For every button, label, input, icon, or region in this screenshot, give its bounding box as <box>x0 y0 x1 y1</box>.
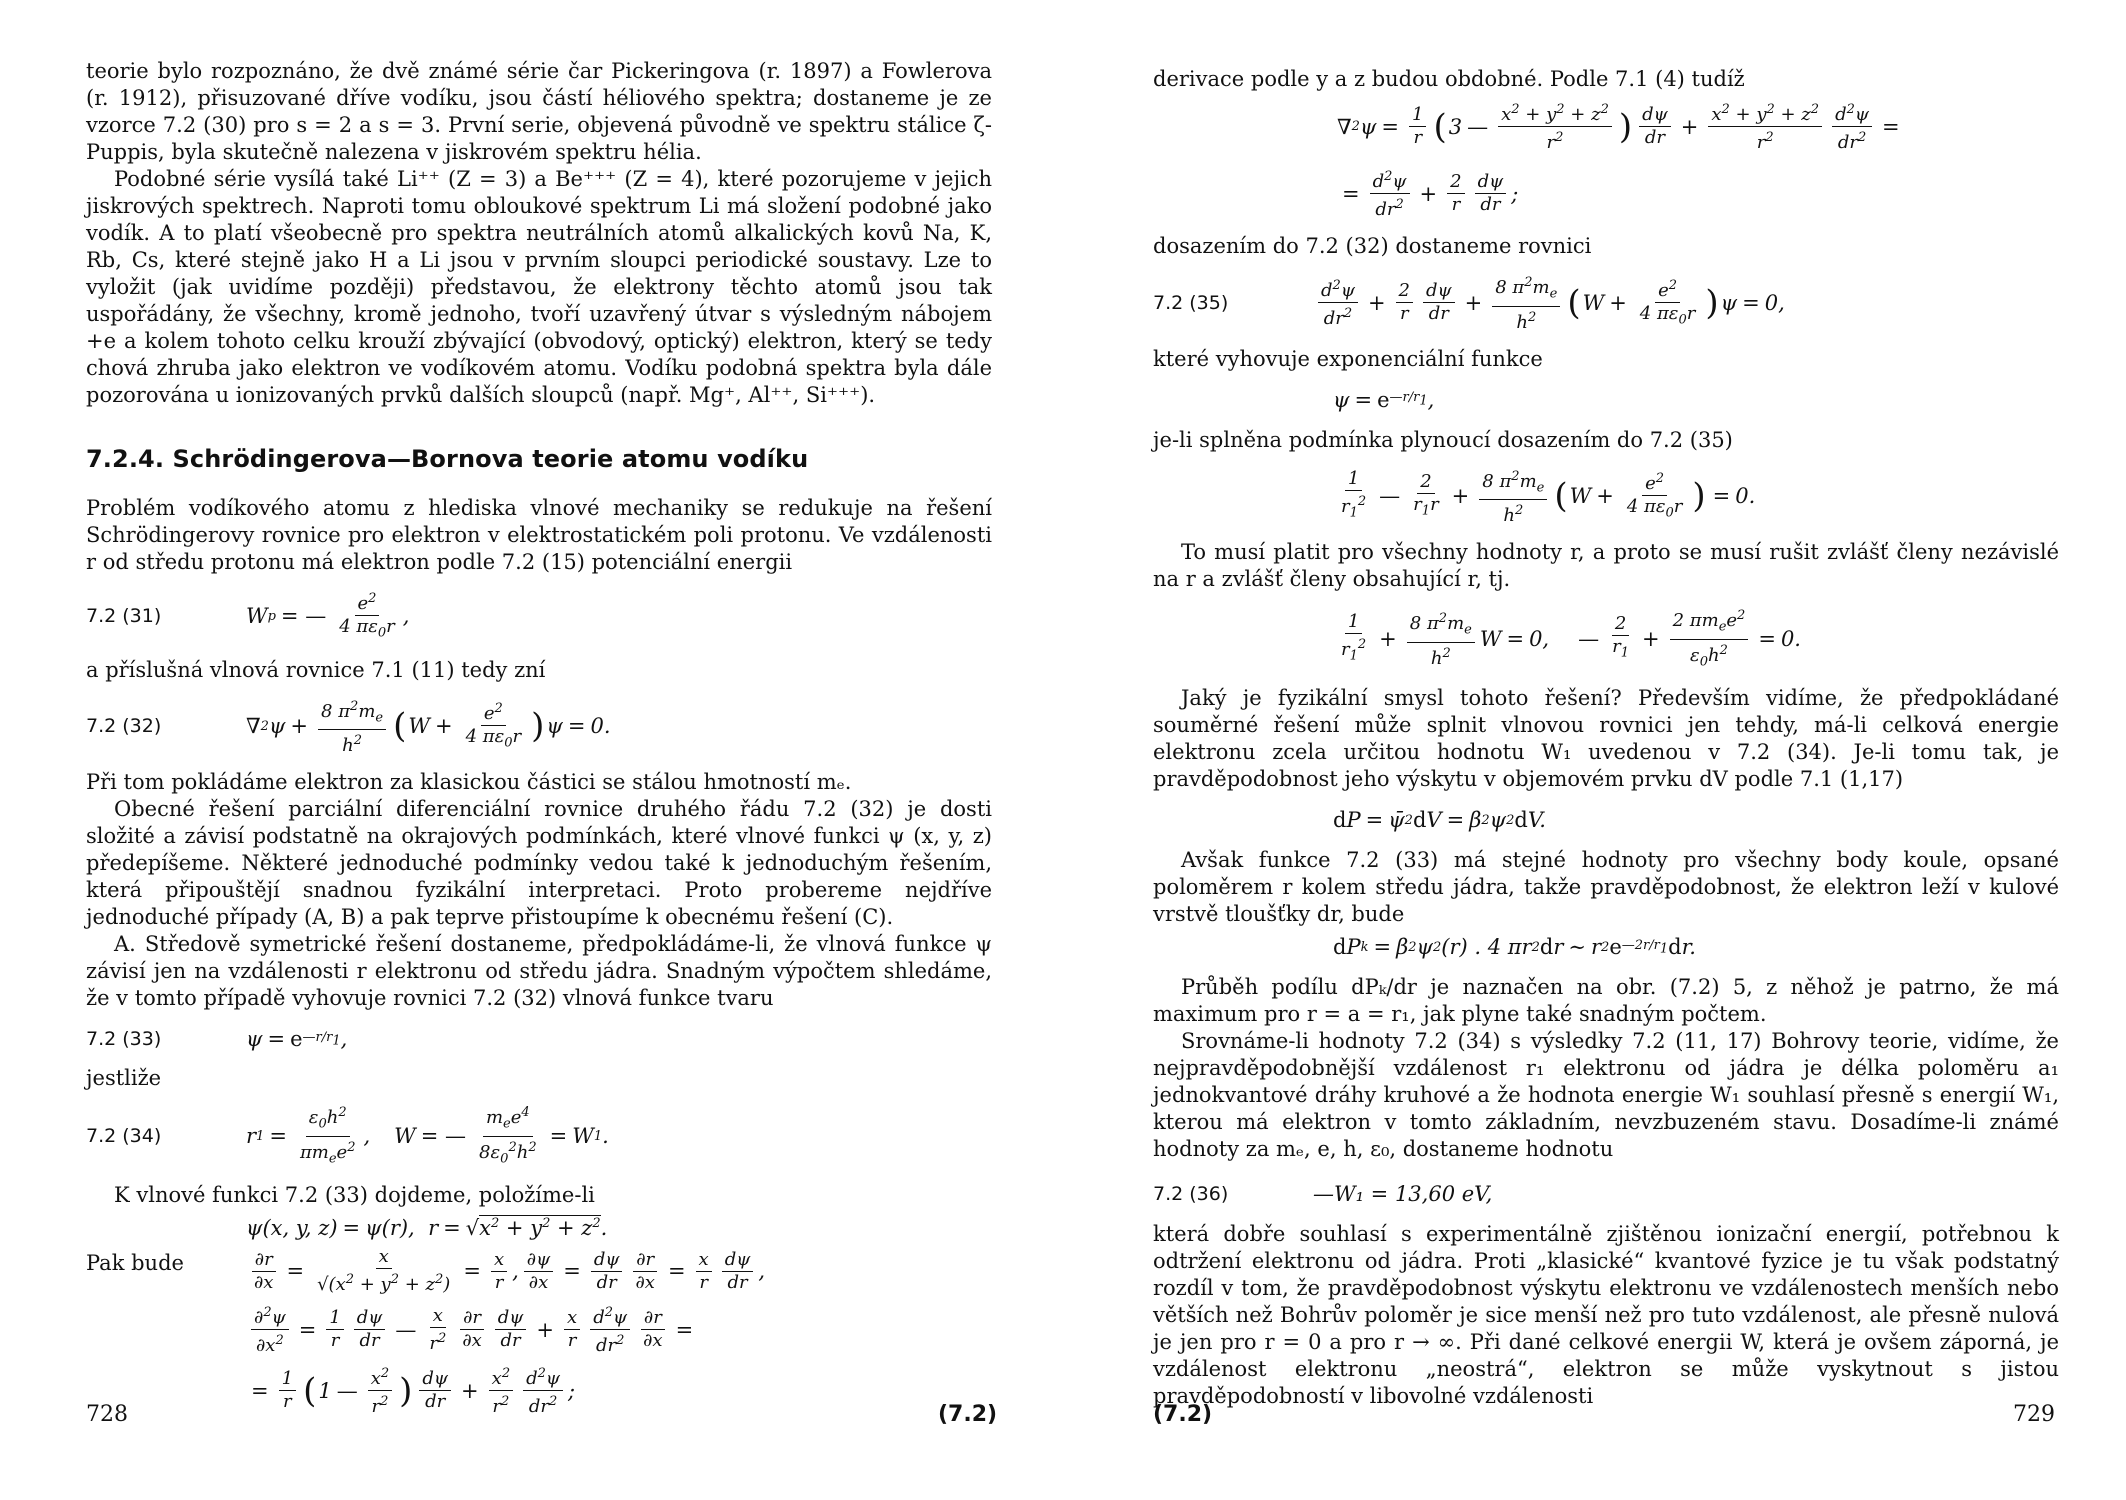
label-jestlize: jestliže <box>86 1066 162 1091</box>
equation-body: r 1 = $\frac{\varepsilon_0h^2}{\pi m_ee^2}$ , W = — $\frac{m_ee^4}{8\varepsilon_0^2h^2}$ = W 1 . <box>246 1102 609 1170</box>
running-reference: (7.2) <box>1153 1402 1213 1427</box>
equation-7-2-32 <box>86 696 992 758</box>
text-derivatives-similar: derivace podle y a z budou obdobné. Podle 7.1 (4) tudíž <box>1153 67 1745 91</box>
equation-7-2-31 <box>86 588 992 645</box>
equation-body: = $\frac{d^2\psi}{dr^2}$ + $\frac{2}{r}$ $\frac{d\psi}{dr}$ ; <box>1337 166 1518 221</box>
equation-body: d P = ψ̄ 2 d V = β 2 ψ 2 d V. <box>1333 808 1546 833</box>
text-substitution: dosazením do 7.2 (32) dostaneme rovnici <box>1153 234 1592 258</box>
equation-laplacian <box>1337 99 2059 154</box>
equation-shell-probability <box>1333 932 2059 962</box>
equation-number: 7.2 (33) <box>86 1028 162 1051</box>
psi-definition: ψ(x, y, z) = ψ(r), r = √ $x^2 + y^2 + z^2$ . <box>246 1215 608 1241</box>
equation-number: 7.2 (31) <box>86 605 162 628</box>
equation-body: $\frac{1}{r_1^2}$ — $\frac{2}{r_1r}$ + $\frac{8 \pi^2m_e}{h^2}$ ( W + $\frac{e^2}{4 \pi\varepsilon_0r}$ ) = 0. <box>1333 466 1755 528</box>
pak-bude-text: Pak bude <box>86 1251 184 1276</box>
paragraph-classical-particle: Při tom pokládáme elektron za klasickou částici se stálou hmotností mₑ. <box>86 770 852 795</box>
equation-7-2-36 <box>1153 1179 2059 1209</box>
label-pak-bude <box>86 1209 246 1424</box>
text-condition: je-li splněna podmínka plynoucí dosazením do 7.2 (35) <box>1153 427 1733 452</box>
paragraph-problem: Problém vodíkového atomu z hlediska vlnové mechaniky se redukuje na řešení Schrödingerovy rovnice pro elektron v elektrostatickém poli protonu. Ve vzdálenosti r od středu protonu má elektron podle 7.2 (15) potenciální energii <box>86 496 992 574</box>
equation-body: —W₁ = 13,60 eV, <box>1313 1182 1493 1207</box>
equation-condition <box>1333 466 2059 528</box>
text-exponential: které vyhovuje exponenciální funkce <box>1153 346 1543 371</box>
equation-number: 7.2 (36) <box>1153 1183 1229 1206</box>
right-page <box>1063 0 2126 1500</box>
equation-body: d P k = β 2 ψ 2 (r) . 4 πr 2 d r ∼ r 2 e $—2r/r_1$ d r. <box>1333 935 1696 960</box>
paragraph-general-solution: Obecné řešení parciální diferenciální rovnice druhého řádu 7.2 (32) je dosti složité a závisí podstatně na okrajových podmínkách, které vlnové funkci ψ (x, y, z) předepíšeme. Některé jednoduché podmínky vedou také k jednoduchým řešením, která připouštějí snadnou fyzikální interpretaci. Proto probereme nejdříve jednoduché případy (A, B) a pak teprve přistoupíme k obecnému řešení (C). <box>86 797 992 930</box>
paragraph-course: Průběh podílu dPₖ/dr je naznačen na obr. (7.2) 5, z něhož je patrno, že má maximum pro r = a = r₁, jak plyne také snadným počtem. <box>1153 975 2059 1027</box>
equation-body: $\frac{d^2\psi}{dr^2}$ + $\frac{2}{r}$ $\frac{d\psi}{dr}$ + $\frac{8 \pi^2m_e}{h^2}$ ( W + $\frac{e^2}{4 \pi\varepsilon_0r}$ ) ψ = 0, <box>1313 272 1785 334</box>
paragraph-similar-series: Podobné série vysílá také Li⁺⁺ (Z = 3) a Be⁺⁺⁺ (Z = 4), které pozorujeme v jejich jiskrových spektrech. Naproti tomu obloukové spektrum Li má složení podobné jako vodík. A to platí všeobecně pro spektra neutrálních atomů alkalických kovů Na, K, Rb, Cs, které stejně jako H a Li jsou v prvním sloupci periodické soustavy. Lze to vyložit (jak uvidíme později) představou, že elektrony těchto atomů jsou tak uspořádány, že všechny, kromě jednoho, tvoří uzavřený útvar s výsledným nábojem +e a kolem tohoto celku krouží zbývající (obvodový, optický) elektron, který se tedy chová zhruba jako elektron ve vodíkovém atomu. Vodíku podobná spektra byla dále pozorována u ionizovaných prvků dalších sloupců (např. Mg⁺, Al⁺⁺, Si⁺⁺⁺). <box>86 167 992 407</box>
equation-number: 7.2 (35) <box>1153 291 1229 314</box>
equation-probability <box>1333 805 2059 835</box>
equation-body: W p = — $\frac{e^2}{4 \pi\varepsilon_0r}$ , <box>246 588 409 645</box>
text-after-31: a příslušná vlnová rovnice 7.1 (11) tedy zní <box>86 657 546 682</box>
intro-paragraph: teorie bylo rozpoznáno, že dvě známé série čar Pickeringova (r. 1897) a Fowlerova (r. 1912), přisuzované dříve vodíku, jsou částí héliového spektra; dostaneme je ze vzorce 7.2 (30) pro s = 2 a s = 3. První serie, objevená původně ve spektru stálice ζ-Puppis, byla skutečně nalezena v jiskrovém spektru hélia. <box>86 59 992 164</box>
page-number: 728 <box>86 1402 128 1427</box>
equation-separated <box>1333 605 2059 673</box>
equation-body: ψ = e $—r/r_1$ , <box>246 1027 348 1052</box>
paragraph-ionization: která dobře souhlasí s experimentálně zjištěnou ionizační energií, potřebnou k odtržení elektronu od jádra. Proti „klasické“ kvantové fyzice je tu však podstatný rozdíl v tom, že pravděpodobnost výskytu elektronu ve vzdálenostech menších nebo větších než Bohrův poloměr je sice menší než pro tuto vzdálenost, ale přesně nulová je jen pro r = 0 a pro r → ∞. Při dané celkové energii W, která je ovšem záporná, je vzdálenost elektronu „neostrá“, elektron se může vyskytnout s jistou pravděpodobností v libovolné vzdálenosti <box>1153 1222 2059 1409</box>
right-column <box>1153 66 2059 1410</box>
equation-body: ∇ 2 ψ = $\frac{1}{r}$ ( 3 — $\frac{x^2 + y^2 + z^2}{r^2}$ ) $\frac{d\psi}{dr}$ + $\frac{x^2 + y^2 + z^2}{r^2}$ $\frac{d^2\psi}{dr^2}$ = <box>1337 99 1905 154</box>
equation-number: 7.2 (32) <box>86 715 162 738</box>
left-column <box>86 58 992 1424</box>
equation-laplacian-result <box>1337 166 2059 221</box>
paragraph-compare-bohr: Srovnáme-li hodnoty 7.2 (34) s výsledky 7.2 (11, 17) Bohrovy teorie, vidíme, že nejpravděpodobnější vzdálenost r₁ elektronu od jádra je délka poloměru a₁ jednokvantové dráhy kruhové a že hodnota energie W₁ souhlasí přesně s energií W₁, kterou má elektron v tomto základním, nevzbuzeném stavu. Dosadíme-li známé hodnoty za mₑ, e, h, ε₀, dostaneme hodnotu <box>1153 1029 2059 1162</box>
equation-7-2-33 <box>86 1024 992 1054</box>
section-heading: 7.2.4. Schrödingerova—Bornova teorie atomu vodíku <box>86 445 809 473</box>
paragraph-must-hold: To musí platit pro všechny hodnoty r, a proto se musí rušit zvlášť členy nezávislé na r a zvlášť členy obsahující r, tj. <box>1153 540 2059 592</box>
equation-body: ψ = e $—r/r_1$ , <box>1333 387 1435 412</box>
equation-exponential <box>1333 385 2059 415</box>
derivative-equations <box>246 1209 765 1424</box>
equation-body: ∇ 2 ψ + $\frac{8 \pi^2m_e}{h^2}$ ( W + $\frac{e^2}{4 \pi\varepsilon_0r}$ ) ψ = 0. <box>246 696 611 758</box>
second-derivative-result: = $\frac{1}{r}$ ( 1 — $\frac{x^2}{r^2}$ ) $\frac{d\psi}{dr}$ + $\frac{x^2}{r^2}$ $\frac{d^2\psi}{dr^2}$ ; <box>246 1363 765 1418</box>
paragraph-symmetric-solution: A. Středově symetrické řešení dostaneme, předpokládáme-li, že vlnová funkce ψ závisí jen na vzdálenosti r elektronu od středu jádra. Snadným výpočtem shledáme, že v tomto případě vyhovuje rovnici 7.2 (32) vlnová funkce tvaru <box>86 932 992 1011</box>
paragraph-sphere: Avšak funkce 7.2 (33) má stejné hodnoty pro všechny body koule, opsané poloměrem r kolem středu jádra, takže pravděpodobnost, že elektron leží v kulové vrstvě tloušťky dr, bude <box>1153 848 2059 927</box>
equation-number: 7.2 (34) <box>86 1125 162 1148</box>
running-reference: (7.2) <box>938 1402 998 1427</box>
equation-body: $\frac{1}{r_1^2}$ + $\frac{8 \pi^2m_e}{h^2}$ W = 0, — $\frac{2}{r_1}$ + $\frac{2 \pi m_ee^2}{\varepsilon_0h^2}$ = 0. <box>1333 605 1801 673</box>
equation-7-2-34 <box>86 1102 992 1170</box>
paragraph-arrive-wave: K vlnové funkci 7.2 (33) dojdeme, položíme-li <box>114 1183 595 1208</box>
page-number: 729 <box>2013 1402 2055 1427</box>
equation-7-2-35 <box>1153 272 2059 334</box>
first-derivative: $\frac{\partial r}{\partial x}$ = $\frac{x}{√(x^2 + y^2 + z^2)}$ = $\frac{x}{r}$ , $\frac{\partial\psi}{\partial x}$ = $\frac{d\psi}{dr}$ $\frac{\partial r}{\partial x}$ = $\frac{x}{r}$ $\frac{d\psi}{dr}$ , <box>246 1246 765 1296</box>
second-derivative: $\frac{\partial^2\psi}{\partial x^2}$ = $\frac{1}{r}$ $\frac{d\psi}{dr}$ — $\frac{x}{r^2}$ $\frac{\partial r}{\partial x}$ $\frac{d\psi}{dr}$ + $\frac{x}{r}$ $\frac{d^2\psi}{dr^2}$ $\frac{\partial r}{\partial x}$ = <box>246 1302 765 1357</box>
paragraph-physical-meaning: Jaký je fyzikální smysl tohoto řešení? Především vidíme, že předpokládané souměrné řešení může splnit vlnovou rovnici jen tehdy, má-li celková energie elektronu zcela určitou hodnotu W₁ uvedenou v 7.2 (34). Je-li tomu tak, je pravděpodobnost jeho výskytu v objemovém prvku dV podle 7.1 (1,17) <box>1153 686 2059 792</box>
derivative-block <box>86 1209 992 1424</box>
